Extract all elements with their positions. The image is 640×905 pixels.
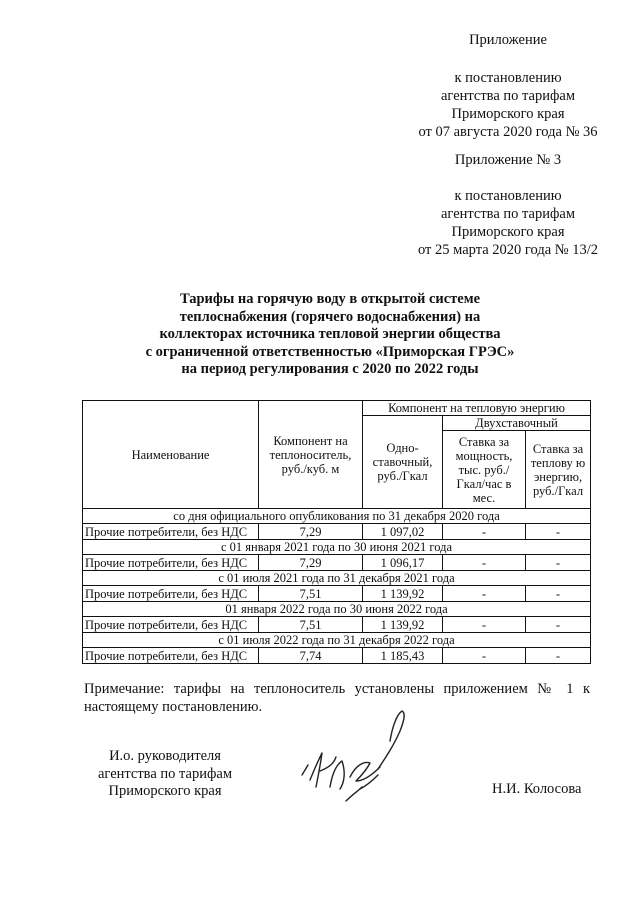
- energy-rate-cell: -: [526, 617, 591, 633]
- capacity-rate-cell: -: [443, 648, 526, 664]
- appendix-header: [388, 31, 628, 141]
- single-rate-cell: 1 096,17: [363, 555, 443, 571]
- table-row: [83, 617, 591, 633]
- appendix-agency: агентства по тарифам: [441, 88, 575, 104]
- signer-position-line: Приморского края: [108, 783, 222, 799]
- header-two-rate: Двухставочный: [443, 416, 591, 431]
- title-line: теплоснабжения (горячего водоснабжения) на: [179, 308, 481, 325]
- consumer-cell: Прочие потребители, без НДС: [83, 586, 259, 602]
- period-row: со дня официального опубликования по 31 декабря 2020 года: [83, 509, 591, 524]
- signer-name: Н.И. Колосова: [492, 781, 582, 797]
- energy-rate-cell: -: [526, 648, 591, 664]
- period-row: с 01 января 2021 года по 30 июня 2021 года: [83, 540, 591, 555]
- single-rate-cell: 1 139,92: [363, 586, 443, 602]
- title-line: Тарифы на горячую воду в открытой системе: [179, 291, 481, 307]
- title-line: на период регулирования с 2020 по 2022 годы: [181, 361, 479, 377]
- energy-rate-cell: -: [526, 555, 591, 571]
- period-row: с 01 июля 2021 года по 31 декабря 2021 года: [83, 571, 591, 586]
- capacity-rate-cell: -: [443, 617, 526, 633]
- appendix3-header: [388, 151, 628, 259]
- header-energy-group: Компонент на тепловую энергию: [363, 401, 591, 416]
- period-row: с 01 июля 2022 года по 31 декабря 2022 года: [83, 633, 591, 648]
- energy-rate-cell: -: [526, 524, 591, 540]
- single-rate-cell: 1 139,92: [363, 617, 443, 633]
- capacity-rate-cell: -: [443, 555, 526, 571]
- energy-rate-cell: -: [526, 586, 591, 602]
- carrier-cell: 7,51: [259, 586, 363, 602]
- carrier-cell: 7,51: [259, 617, 363, 633]
- title-line: с ограниченной ответственностью «Приморская ГРЭС»: [145, 343, 515, 360]
- signer-position-line: агентства по тарифам: [98, 765, 232, 782]
- table-row: [83, 586, 591, 602]
- capacity-rate-cell: -: [443, 524, 526, 540]
- note-paragraph: Примечание: тарифы на теплоноситель установлены приложением № 1 к настоящему постановлению.: [84, 681, 590, 715]
- header-single-rate: Одно-ставочный, руб./Гкал: [363, 416, 443, 509]
- table-row: [83, 524, 591, 540]
- header-carrier: Компонент на теплоноситель, руб./куб. м: [259, 401, 363, 509]
- header-energy-rate: Ставка за теплову ю энергию, руб./Гкал: [526, 431, 591, 509]
- carrier-cell: 7,74: [259, 648, 363, 664]
- single-rate-cell: 1 097,02: [363, 524, 443, 540]
- carrier-cell: 7,29: [259, 555, 363, 571]
- appendix-date: от 07 августа 2020 года № 36: [418, 124, 598, 140]
- header-name: Наименование: [83, 401, 259, 509]
- consumer-cell: Прочие потребители, без НДС: [83, 555, 259, 571]
- handwritten-signature: [290, 705, 420, 815]
- consumer-cell: Прочие потребители, без НДС: [83, 524, 259, 540]
- document-title: [80, 291, 580, 379]
- appendix-title: Приложение: [469, 32, 547, 48]
- single-rate-cell: 1 185,43: [363, 648, 443, 664]
- consumer-cell: Прочие потребители, без НДС: [83, 617, 259, 633]
- tariff-table: [82, 400, 591, 664]
- signer-position-line: И.о. руководителя: [109, 748, 221, 764]
- signer-position: [80, 748, 250, 801]
- table-row: [83, 648, 591, 664]
- table-row: [83, 555, 591, 571]
- appendix3-resolution-ref: к постановлению: [454, 188, 562, 204]
- carrier-cell: 7,29: [259, 524, 363, 540]
- appendix3-agency: агентства по тарифам: [441, 206, 575, 222]
- period-row: 01 января 2022 года по 30 июня 2022 года: [83, 602, 591, 617]
- appendix-resolution-ref: к постановлению: [454, 70, 562, 86]
- consumer-cell: Прочие потребители, без НДС: [83, 648, 259, 664]
- capacity-rate-cell: -: [443, 586, 526, 602]
- title-line: коллекторах источника тепловой энергии общества: [159, 326, 501, 342]
- appendix3-date: от 25 марта 2020 года № 13/2: [417, 242, 598, 258]
- appendix3-region: Приморского края: [451, 224, 565, 240]
- appendix3-title: Приложение № 3: [454, 152, 562, 168]
- appendix-region: Приморского края: [451, 106, 565, 122]
- header-capacity-rate: Ставка за мощность, тыс. руб./Гкал/час в мес.: [443, 431, 526, 509]
